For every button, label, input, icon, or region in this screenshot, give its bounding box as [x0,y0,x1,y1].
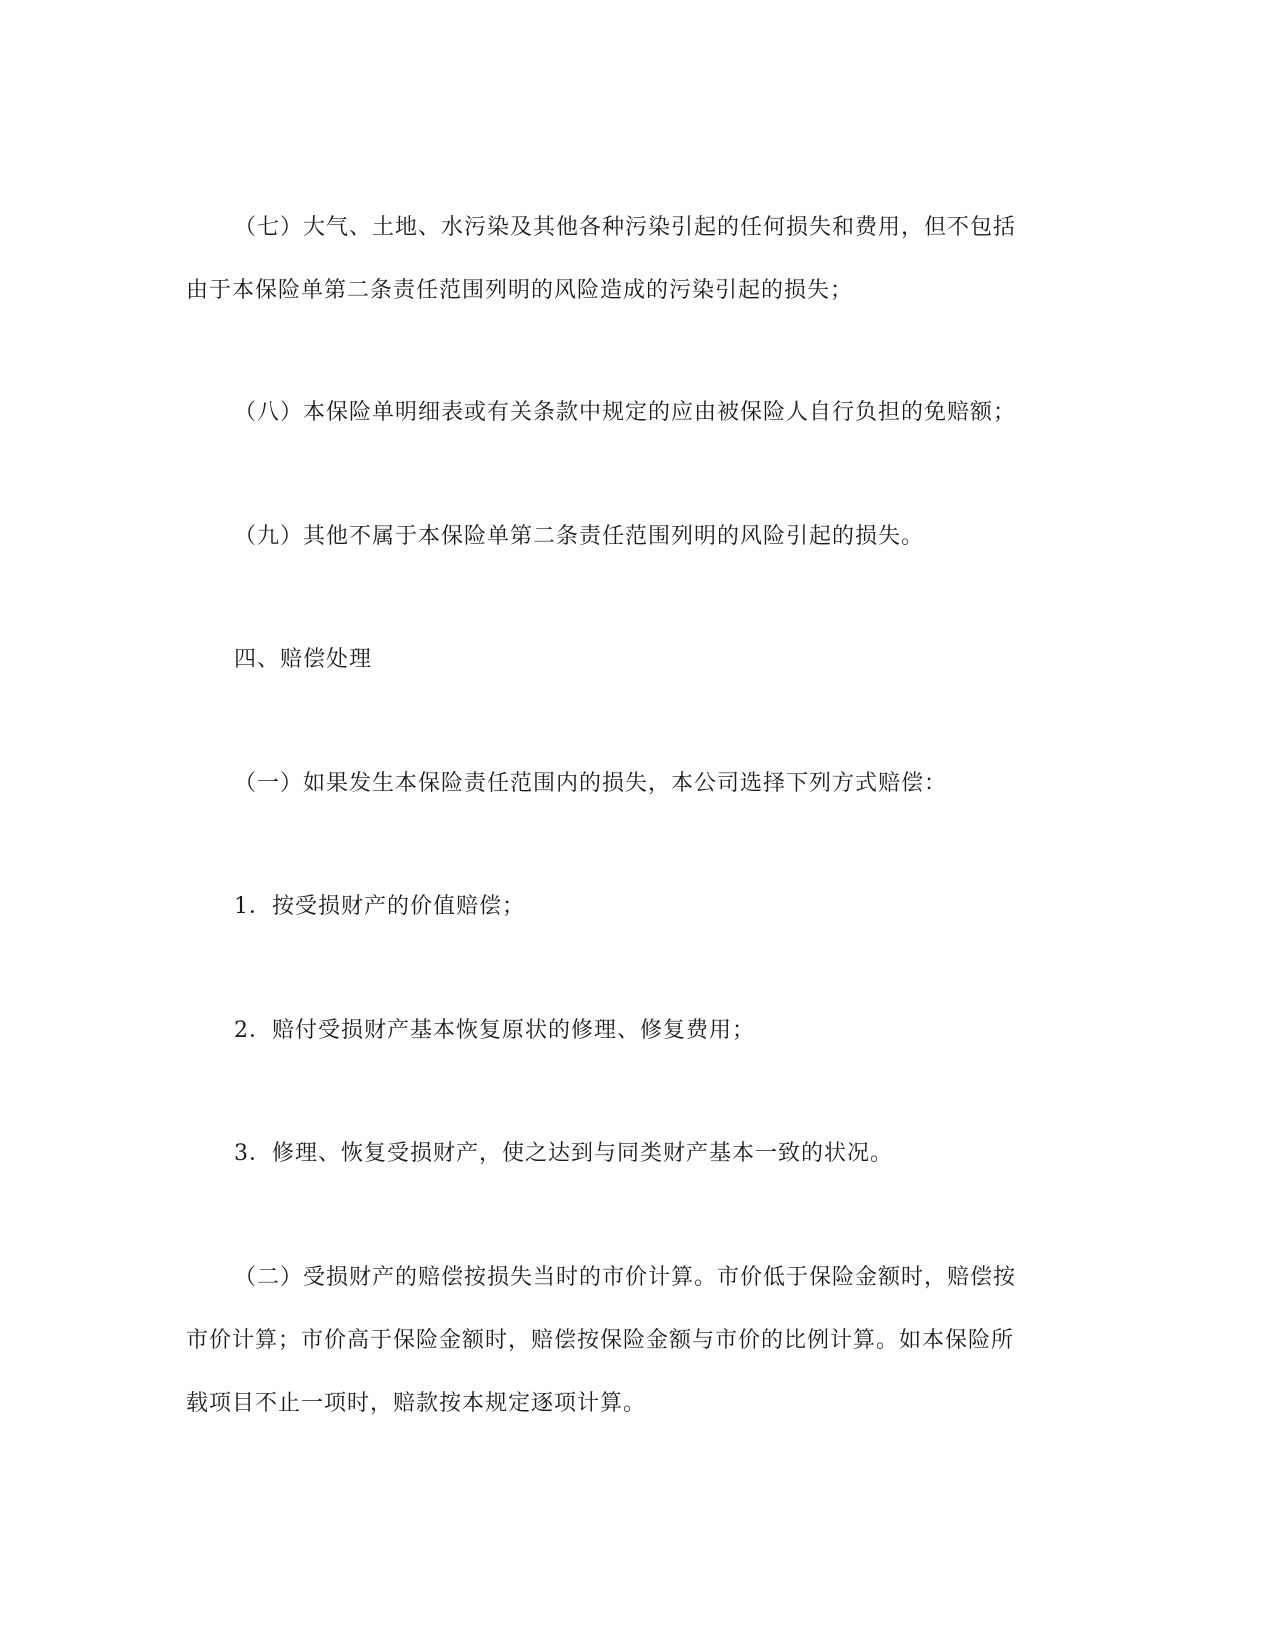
paragraph-line: （一）如果发生本保险责任范围内的损失，本公司选择下列方式赔偿： [234,771,948,796]
paragraph-line: （二）受损财产的赔偿按损失当时的市价计算。市价低于保险金额时，赔偿按 [234,1265,1017,1290]
paragraph-line: （七）大气、土地、水污染及其他各种污染引起的任何损失和费用，但不包括 [234,215,1017,240]
paragraph-claims-1 [186,752,1086,815]
paragraph-line: 载项目不止一项时，赔款按本规定逐项计算。 [186,1391,647,1416]
list-item-text: 1．按受损财产的价值赔偿； [234,894,525,919]
list-item-2 [186,999,1086,1062]
heading-text: 四、赔偿处理 [234,647,373,672]
paragraph-line: （九）其他不属于本保险单第二条责任范围列明的风险引起的损失。 [234,524,925,549]
paragraph-exclusion-7 [186,196,1086,322]
paragraph-exclusion-8 [186,381,1086,444]
paragraph-exclusion-9 [186,505,1086,568]
list-item-1 [186,875,1086,938]
paragraph-line: （八）本保险单明细表或有关条款中规定的应由被保险人自行负担的免赔额； [234,400,1017,425]
paragraph-line: 市价计算；市价高于保险金额时，赔偿按保险金额与市价的比例计算。如本保险所 [186,1328,1015,1353]
list-item-text: 3．修理、恢复受损财产，使之达到与同类财产基本一致的状况。 [234,1141,893,1166]
list-item-text: 2．赔付受损财产基本恢复原状的修理、修复费用； [234,1018,755,1043]
paragraph-claims-2 [186,1246,1086,1435]
paragraph-line: 由于本保险单第二条责任范围列明的风险造成的污染引起的损失； [186,278,854,303]
list-item-3 [186,1122,1086,1185]
section-heading [186,628,1086,691]
